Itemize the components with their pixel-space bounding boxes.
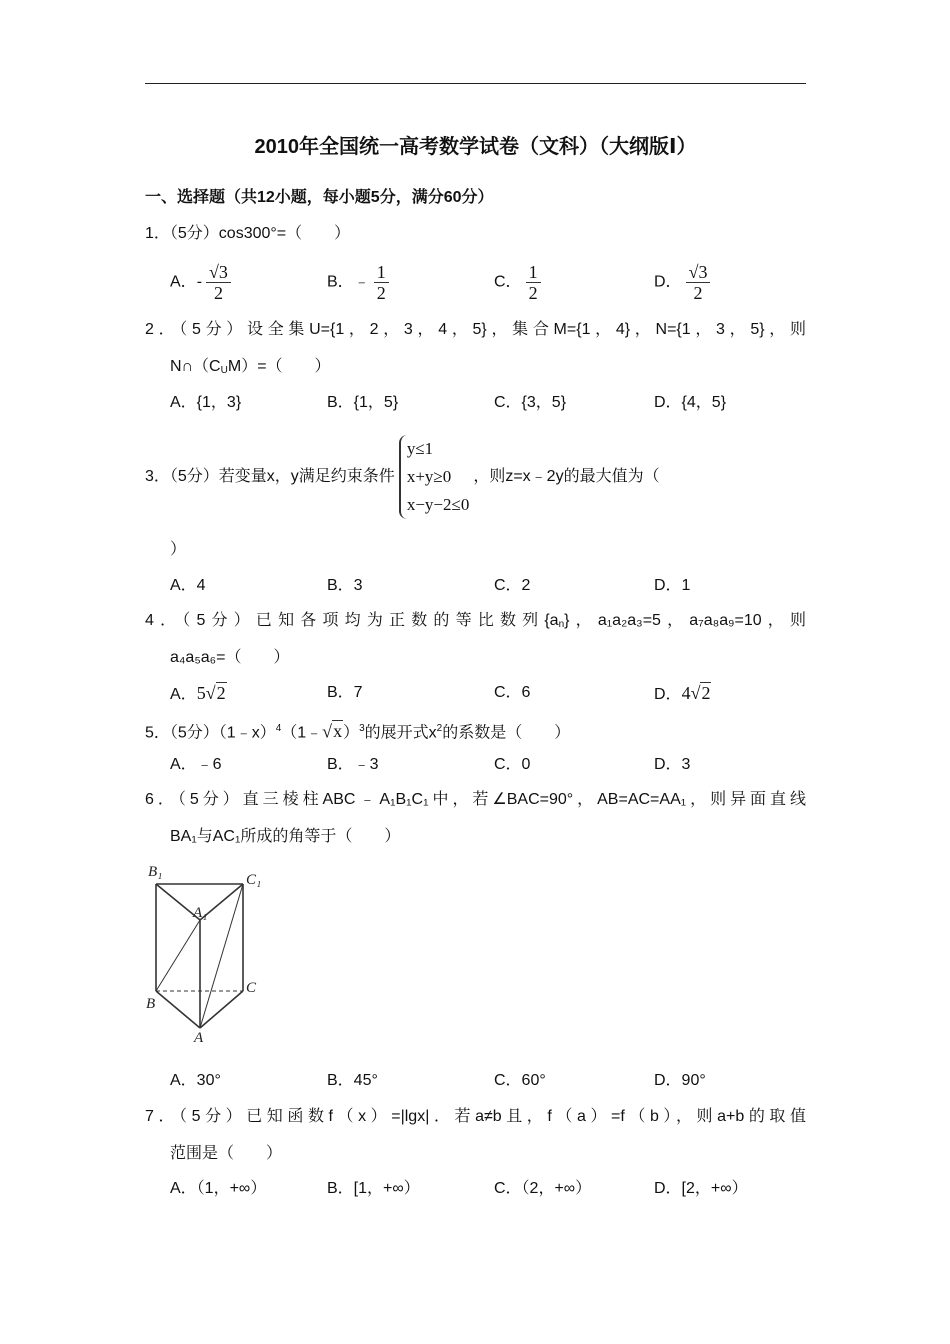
constraint: y≤1 — [406, 438, 434, 458]
radicand: 2 — [701, 683, 711, 703]
q1-option-a — [170, 262, 231, 303]
denominator: 2 — [213, 283, 223, 303]
label-c1: C₁ — [246, 872, 262, 888]
question-3-line-1 — [145, 434, 806, 520]
numerator: 1 — [526, 262, 541, 283]
label-c: C — [246, 980, 257, 996]
minus-sign: ﹣ — [353, 273, 370, 291]
q3-option-d: D．1 — [654, 577, 691, 594]
fraction — [526, 262, 541, 303]
q2-option-d: D．{4，5} — [654, 394, 727, 411]
subscript: n — [558, 619, 565, 630]
q5-option-b: B．﹣3 — [327, 756, 379, 773]
edge-ab — [156, 991, 200, 1028]
question-2-line-2 — [170, 356, 806, 382]
option-label: A． — [170, 273, 197, 291]
text: 3．（5分）若变量x，y满足约束条件 — [145, 468, 395, 485]
question-1: 1．（5分）cos300°=（ ） — [145, 225, 351, 242]
q6-option-b: B．45° — [327, 1072, 378, 1089]
segment-ba1 — [156, 920, 200, 991]
q1-option-c — [494, 262, 541, 303]
text: M）=（ ） — [227, 358, 331, 375]
denominator: 2 — [528, 283, 538, 303]
q5-option-c: C．0 — [494, 756, 531, 773]
coefficient: 5 — [196, 683, 206, 703]
q7-option-d: D．[2，+∞） — [654, 1180, 748, 1197]
label-a: A — [194, 1030, 204, 1045]
option-label: C． — [494, 273, 522, 291]
numerator: √3 — [686, 262, 711, 283]
text: }，a₁a₂a₃=5，a₇a₈a₉=10，则 — [564, 612, 806, 629]
radicand: 2 — [216, 683, 226, 703]
q6-option-d: D．90° — [654, 1072, 706, 1089]
question-4-line-2: a₄a₅a₆=（ ） — [170, 649, 290, 666]
radicand: x — [333, 721, 343, 742]
q4-option-c: C．6 — [494, 684, 531, 701]
fraction — [206, 262, 231, 303]
constraint-system — [399, 435, 470, 519]
text: 的展开式x — [364, 724, 437, 742]
q4-option-b: B．7 — [327, 684, 363, 701]
q7-option-a: A．（1，+∞） — [170, 1180, 267, 1197]
text: 5．（5分）（1﹣x） — [145, 724, 276, 742]
option-label: D． — [654, 273, 682, 291]
exponent: 3 — [359, 723, 365, 734]
q5-option-a: A．﹣6 — [170, 756, 222, 773]
q1-option-b — [327, 262, 389, 303]
text: （1﹣ — [281, 724, 323, 742]
q2-option-b: B．{1，5} — [327, 394, 399, 411]
text: N∩（C — [170, 358, 221, 375]
minus-sign: - — [196, 273, 203, 291]
header-rule — [145, 83, 806, 84]
text: 4．（5分）已知各项均为正数的等比数列{a — [145, 612, 559, 629]
constraint: x+y≥0 — [406, 466, 452, 486]
subscript: U — [220, 365, 228, 376]
question-2-line-1: 2．（5分）设全集U={1，2，3，4，5}，集合M={1，4}，N={1，3，5}，则 — [145, 321, 806, 338]
q4-option-a: A．5√2 — [170, 683, 226, 703]
exponent: 2 — [436, 723, 443, 734]
constraint: x−y−2≤0 — [406, 494, 470, 514]
q7-option-b: B．[1，+∞） — [327, 1180, 420, 1197]
coefficient: 4 — [681, 683, 691, 703]
fraction — [686, 262, 711, 303]
text: ，则z=x﹣2y的最大值为（ — [473, 468, 660, 485]
question-7-line-2: 范围是（ ） — [170, 1145, 283, 1162]
q7-option-c: C．（2，+∞） — [494, 1180, 592, 1197]
denominator: 2 — [376, 283, 386, 303]
q2-option-c: C．{3，5} — [494, 394, 567, 411]
question-7-line-1: 7．（5分）已知函数f（x）=|lgx|．若a≠b且，f（a）=f（b），则a+b的取值 — [145, 1108, 806, 1125]
section-heading: 一、选择题（共12小题，每小题5分，满分60分） — [145, 189, 494, 206]
denominator: 2 — [693, 283, 703, 303]
question-3-line-2: ） — [170, 541, 187, 558]
option-label: D． — [654, 686, 682, 703]
q6-option-c: C．60° — [494, 1072, 546, 1089]
prism-figure — [140, 860, 300, 1045]
exam-title: 2010年全国统一高考数学试卷（文科）（大纲版Ⅰ） — [254, 136, 697, 158]
text: ） — [343, 724, 360, 742]
q6-option-a: A．30° — [170, 1072, 221, 1089]
q4-option-d: D．4√2 — [654, 683, 711, 703]
option-label: B． — [327, 273, 354, 291]
numerator: √3 — [206, 262, 231, 283]
question-4-line-1 — [145, 610, 806, 636]
option-label: A． — [170, 686, 197, 703]
q3-option-c: C．2 — [494, 577, 531, 594]
question-6-line-1: 6．（5分）直三棱柱ABC﹣A₁B₁C₁中，若∠BAC=90°，AB=AC=AA₁，则异面直线 — [145, 791, 806, 808]
q3-option-a: A．4 — [170, 577, 206, 594]
q2-option-a: A．{1，3} — [170, 394, 242, 411]
label-a1: A₁ — [193, 905, 208, 921]
label-b: B — [146, 996, 156, 1012]
q1-option-d — [654, 262, 710, 303]
edge-ac — [200, 991, 243, 1028]
numerator: 1 — [374, 262, 389, 283]
question-6-line-2: BA₁与AC₁所成的角等于（ ） — [170, 828, 401, 845]
q5-option-d: D．3 — [654, 756, 691, 773]
exponent: 4 — [275, 723, 282, 734]
fraction — [374, 262, 389, 303]
text: 的系数是（ ） — [442, 724, 571, 742]
q3-option-b: B．3 — [327, 577, 363, 594]
label-b1: B₁ — [148, 864, 163, 880]
question-5: 5．（5分）（1﹣x）$^4$（1﹣√x）$^3$的展开式$x^2$的系数是（ ） — [145, 721, 571, 742]
